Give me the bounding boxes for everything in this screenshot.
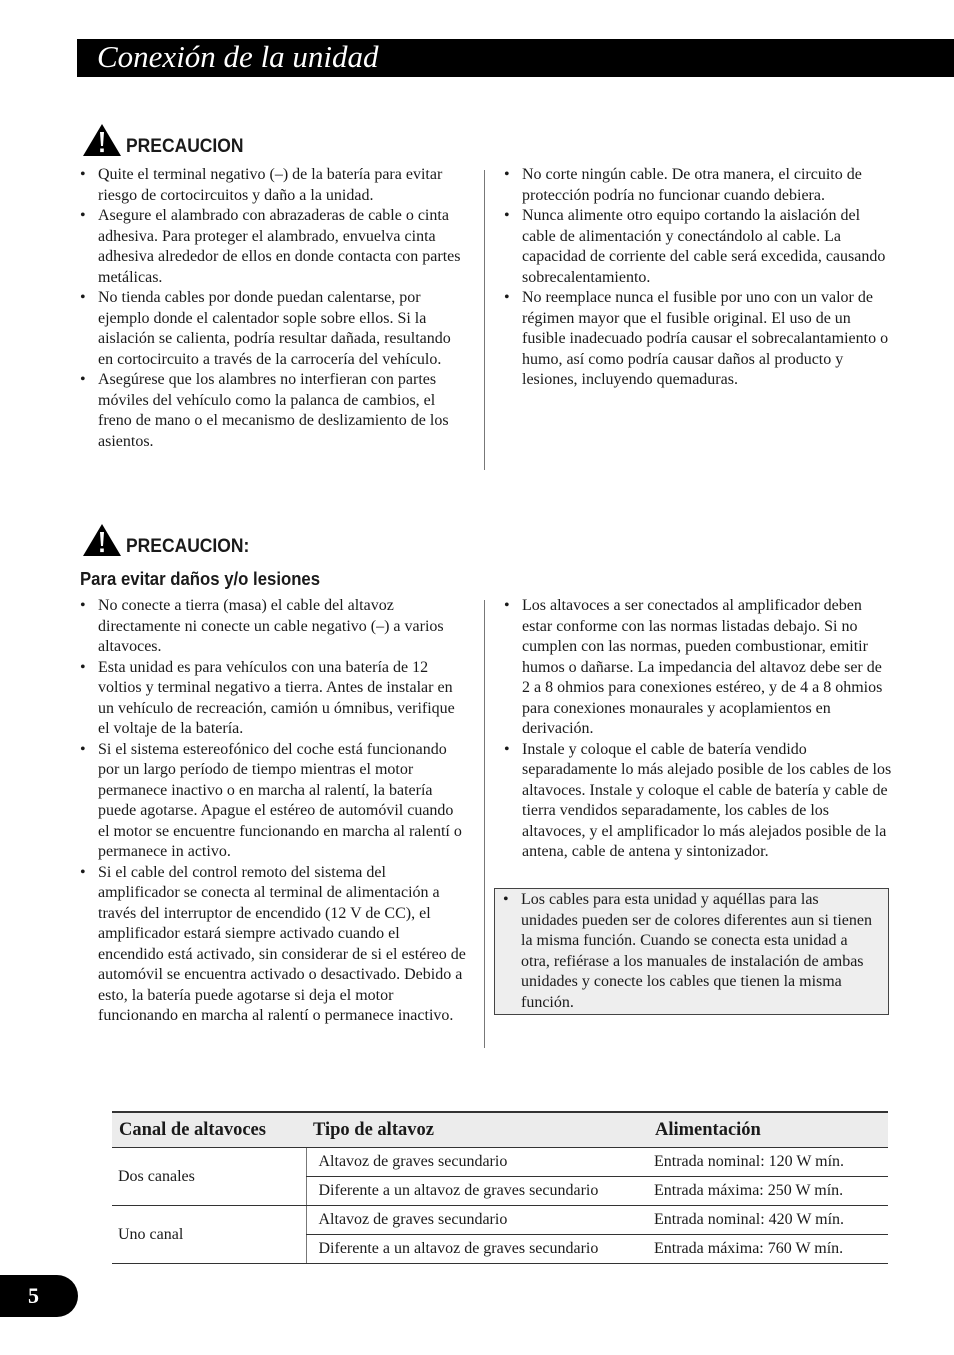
note-list <box>503 890 875 1013</box>
list-item: • Asegure el alambrado con abrazaderas de cable o cinta adhesiva. Para proteger el alambrado, envuelva cinta adhesiva alrededor de ellos en donde contacta con partes metálicas. <box>80 206 468 288</box>
caution-label-1: PRECAUCION <box>126 136 244 157</box>
note-text: • Los cables para esta unidad y aquéllas para las unidades pueden ser de colores diferentes aun si tienen la misma función. Cuando se conecta esta unidad a otra, refiérase a los manuales de instalación de ambas unidades y conecte los cables que tienen la misma función. <box>503 890 875 1013</box>
speaker-type-cell: Diferente a un altavoz de graves secundario <box>306 1177 648 1206</box>
caution1-left-list <box>80 165 468 452</box>
caution1-right-list <box>504 165 892 391</box>
list-item: • Esta unidad es para vehículos con una batería de 12 voltios y terminal negativo a tierra. Antes de instalar en un vehículo de recreación, camión u ómnibus, verifique el voltaje de la batería. <box>80 658 468 740</box>
column-divider <box>484 600 485 1048</box>
speaker-spec-table <box>112 1111 888 1264</box>
warning-triangle-icon <box>82 123 122 157</box>
column-header: Alimentación <box>648 1112 888 1148</box>
list-item: • Si el cable del control remoto del sistema del amplificador se conecta al terminal de alimentación a través del interruptor de encendido (12 V de CC), el amplificador estará siempre activado cuando el encendido está activado, sin considerar de si el estéreo de automóvil se encuentra activado o desactivado. Debido a esto, la batería puede agotarse si deja el motor funcionando en marcha al ralentí o permanece inactivo. <box>80 863 468 1027</box>
power-cell: Entrada nominal: 420 W mín. <box>648 1206 888 1235</box>
table-row <box>112 1206 888 1235</box>
speaker-type-cell: Diferente a un altavoz de graves secundario <box>306 1235 648 1264</box>
speaker-type-cell: Altavoz de graves secundario <box>306 1206 648 1235</box>
caution2-right-list <box>504 596 892 863</box>
list-item: • No conecte a tierra (masa) el cable del altavoz directamente ni conecte un cable negativo (–) a varios altavoces. <box>80 596 468 658</box>
power-cell: Entrada nominal: 120 W mín. <box>648 1148 888 1177</box>
channel-cell: Uno canal <box>112 1206 306 1264</box>
caution-label-2: PRECAUCION: <box>126 536 250 557</box>
table-header-row <box>112 1112 888 1148</box>
caution2-left-list <box>80 596 468 1027</box>
list-item: • Asegúrese que los alambres no interfieran con partes móviles del vehículo como la palanca de cambios, el freno de mano o el mecanismo de deslizamiento de los asientos. <box>80 370 468 452</box>
list-item: • Nunca alimente otro equipo cortando la aislación del cable de alimentación y conectándolo al cable. La capacidad de corriente del cable será excedida, causando sobrecalentamiento. <box>504 206 892 288</box>
list-item: • Quite el terminal negativo (–) de la batería para evitar riesgo de cortocircuitos y daño a la unidad. <box>80 165 468 206</box>
power-cell: Entrada máxima: 250 W mín. <box>648 1177 888 1206</box>
column-header: Tipo de altavoz <box>306 1112 648 1148</box>
list-item: • Los altavoces a ser conectados al amplificador deben estar conforme con las normas listadas debajo. Si no cumplen con las normas, pueden combustionar, emitir humos o dañarse. La impedancia del altavoz debe ser de 2 a 8 ohmios para conexiones estéreo, y de 4 a 8 ohmios para conexiones monaurales y acoplamientos en derivación. <box>504 596 892 740</box>
list-item: • Instale y coloque el cable de batería vendido separadamente lo más alejado posible de los cables de los altavoces. Instale y coloque el cable de batería y cable de tierra vendidos separadamente, los cables de los altavoces, y el amplificador lo más alejados posible de la antena, cable de antena y sintonizador. <box>504 740 892 863</box>
column-divider <box>484 170 485 470</box>
list-item: • No tienda cables por donde puedan calentarse, por ejemplo donde el calentador sople sobre ellos. Si la aislación se calienta, podría resultar dañada, resultando en cortocircuito a través de la carrocería del vehículo. <box>80 288 468 370</box>
caution-subheading: Para evitar daños y/o lesiones <box>80 569 321 589</box>
list-item: • No corte ningún cable. De otra manera, el circuito de protección podría no funcionar cuando debiera. <box>504 165 892 206</box>
note-box <box>494 888 889 1015</box>
table-row <box>112 1148 888 1177</box>
caution-heading-1 <box>82 123 254 157</box>
power-cell: Entrada máxima: 760 W mín. <box>648 1235 888 1264</box>
caution-heading-2 <box>82 523 260 557</box>
channel-cell: Dos canales <box>112 1148 306 1206</box>
page-number: 5 <box>28 1283 39 1308</box>
page-number-tab <box>0 1275 78 1317</box>
warning-triangle-icon <box>82 523 122 557</box>
page-title-bar <box>77 39 954 77</box>
speaker-type-cell: Altavoz de graves secundario <box>306 1148 648 1177</box>
page-title: Conexión de la unidad <box>97 39 379 74</box>
list-item: • No reemplace nunca el fusible por uno con un valor de régimen mayor que el fusible original. El uso de un fusible inadecuado podría causar el sobrecalantamiento o humo, así como podría causar daños al producto y lesiones, incluyendo quemaduras. <box>504 288 892 391</box>
column-header: Canal de altavoces <box>112 1112 306 1148</box>
list-item: • Si el sistema estereofónico del coche está funcionando por un largo período de tiempo mientras el motor permanece inactivo o en marcha al ralentí, la batería puede agotarse. Apague el estéreo de automóvil cuando el motor se encuentre funcionando en marcha al ralentí o permanece in activo. <box>80 740 468 863</box>
